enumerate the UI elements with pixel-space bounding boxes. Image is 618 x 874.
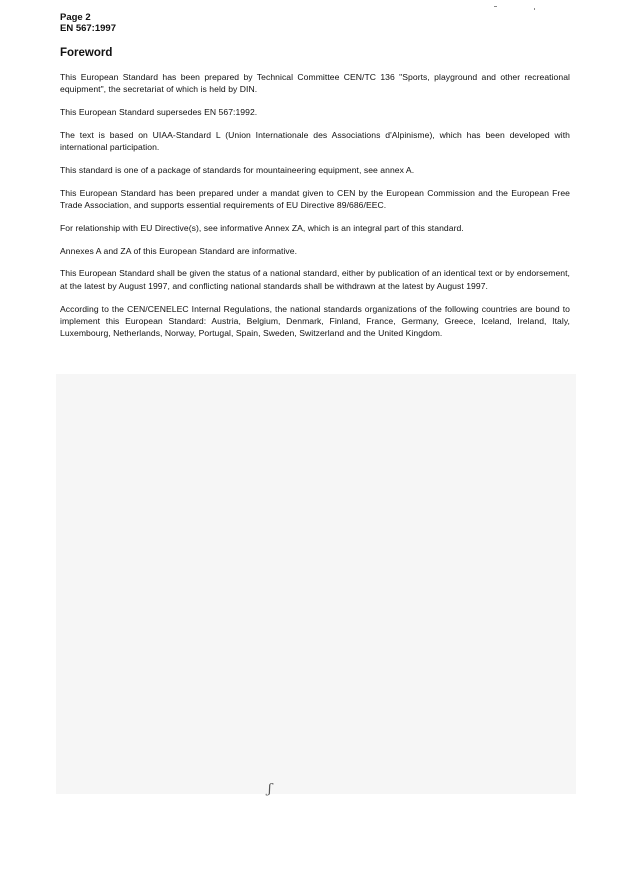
scan-speck <box>494 6 497 7</box>
scan-mark: ʃ <box>268 782 272 797</box>
section-title: Foreword <box>60 47 113 59</box>
paragraph-national-status: This European Standard shall be given the status of a national standard, either by publication of an identical text or by endorsement, at the latest by August 1997, and conflicting national standards shall be withdrawn at the latest by August 1997. <box>60 268 570 291</box>
paragraph-mandate: This European Standard has been prepared under a mandat given to CEN by the European Commission and the European Free Trade Association, and supports essential requirements of EU Directive 89/686/EEC. <box>60 187 570 211</box>
paragraph-committee: This European Standard has been prepared by Technical Committee CEN/TC 136 "Sports, playground and other recreational equipment", the secretariat of which is held by DIN. <box>60 72 570 95</box>
page-number: Page 2 <box>60 12 91 23</box>
scan-shading <box>56 374 576 794</box>
paragraph-eu-relationship: For relationship with EU Directive(s), see informative Annex ZA, which is an integral part of this standard. <box>60 222 464 233</box>
document-id: EN 567:1997 <box>60 23 116 34</box>
paragraph-annexes: Annexes A and ZA of this European Standard are informative. <box>60 245 298 256</box>
paragraph-uiaa-basis: The text is based on UIAA-Standard L (Union Internationale des Associations d'Alpinisme), which has been developed with international participation. <box>60 129 570 153</box>
paragraph-countries: According to the CEN/CENELEC Internal Regulations, the national standards organizations of the following countries are bound to implement this European Standard: Austria, Belgium, Denmark, Finland, France, Germany, Greece, Iceland, Ireland, Italy, Luxembourg, Netherlands, Norway, Portugal, Spain, Sweden, Switzerland and the United Kingdom. <box>60 303 570 339</box>
document-page <box>60 12 570 350</box>
paragraph-package: This standard is one of a package of standards for mountaineering equipment, see annex A. <box>60 164 415 175</box>
paragraph-supersedes: This European Standard supersedes EN 567:1992. <box>60 107 258 118</box>
scan-speck <box>534 8 535 10</box>
